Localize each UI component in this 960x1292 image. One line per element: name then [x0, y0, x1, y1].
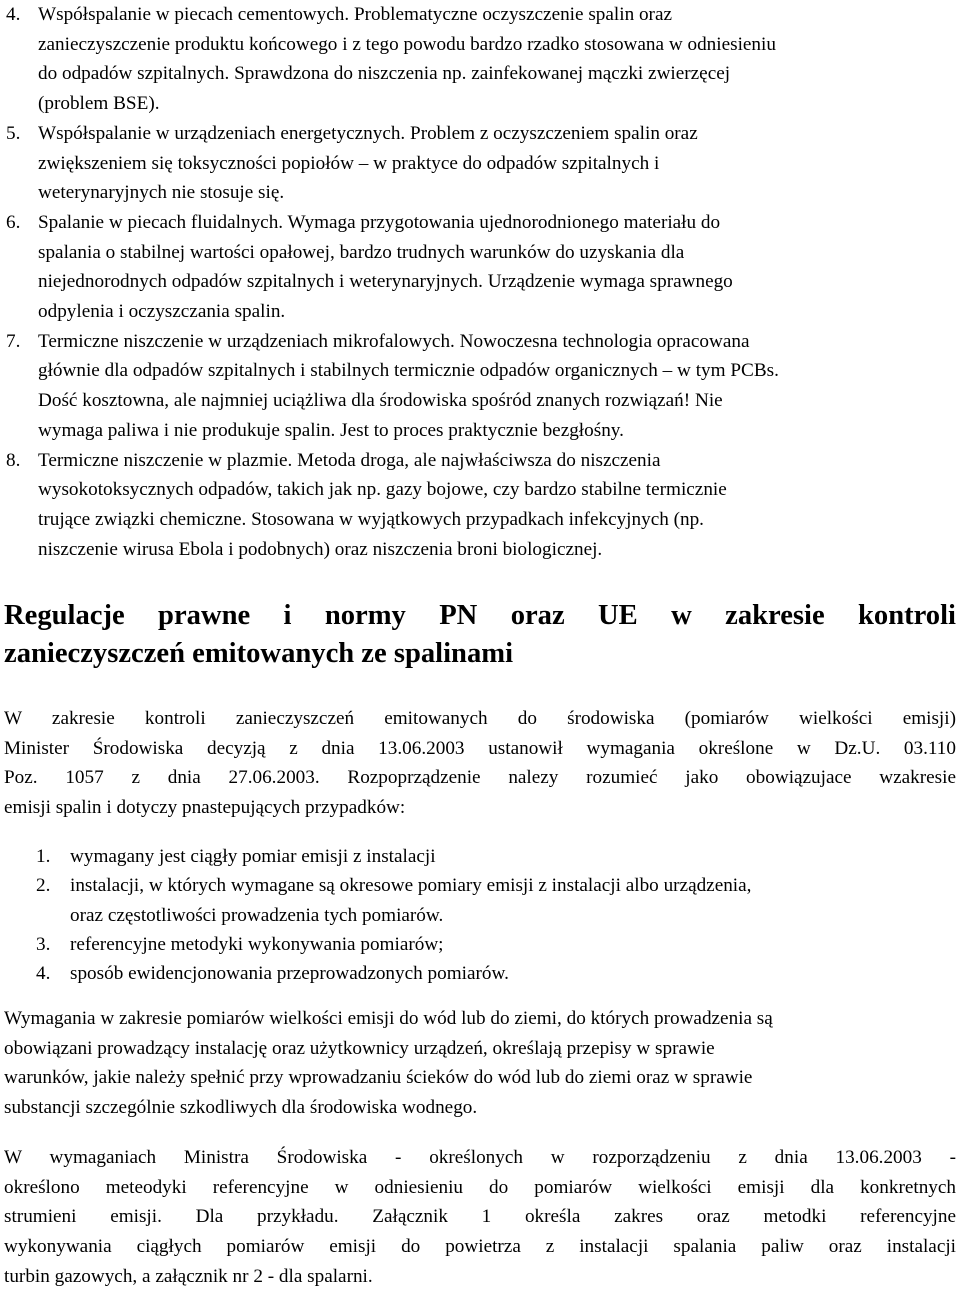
text-line: obowiązani prowadzący instalację oraz użytkownicy urządzeń, określają przepisy w sprawie: [4, 1037, 715, 1059]
list-item: [36, 871, 936, 930]
text-line: Współspalanie w urządzeniach energetycznych. Problem z oczyszczeniem spalin oraz: [38, 122, 698, 144]
text-line: emisji spalin i dotyczy pnastepujących przypadków:: [4, 797, 406, 819]
list-item-number: 4.: [36, 963, 51, 985]
list-item-text: [70, 871, 936, 930]
text-line: referencyjne metodyki wykonywania pomiarów;: [70, 933, 444, 955]
text-line: Minister Środowiska decyzją z dnia 13.06.2003 ustanowił wymagania określone w Dz.U. 03.110: [4, 737, 956, 759]
text-line: zwiększeniem się toksyczności popiołów – w praktyce do odpadów szpitalnych i: [38, 152, 660, 174]
text-line: W zakresie kontroli zanieczyszczeń emitowanych do środowiska (pomiarów wielkości emisji): [4, 708, 956, 729]
paragraph-water-soil-requirements: [4, 1004, 956, 1123]
list-item-number: 1.: [36, 846, 51, 867]
list-item: [6, 0, 954, 119]
text-line: substancji szczególnie szkodliwych dla środowiska wodnego.: [4, 1097, 478, 1119]
text-line: weterynaryjnych nie stosuje się.: [38, 182, 285, 204]
list-item-number: 7.: [6, 330, 21, 352]
list-item-number: 6.: [6, 211, 21, 233]
list-item: [36, 959, 936, 988]
text-line: zanieczyszczenie produktu końcowego i z tego powodu bardzo rzadko stosowana w odniesieniu: [38, 33, 776, 55]
incineration-methods-list: [6, 0, 954, 564]
text-line: odpylenia i oczyszczania spalin.: [38, 301, 286, 323]
list-item-number: 2.: [36, 875, 51, 897]
text-line: Współspalanie w piecach cementowych. Problematyczne oczyszczenie spalin oraz: [38, 4, 672, 25]
list-item: [6, 208, 954, 327]
text-line: niejednorodnych odpadów szpitalnych i weterynaryjnych. Urządzenie wymaga sprawnego: [38, 271, 733, 293]
list-item-number: 3.: [36, 933, 51, 955]
section-heading-line: Regulacje prawne i normy PN oraz UE w zakresie kontroli: [4, 600, 956, 631]
text-line: niszczenie wirusa Ebola i podobnych) oraz niszczenia broni biologicznej.: [38, 538, 603, 560]
list-item-text: [38, 119, 954, 208]
text-line: głównie dla odpadów szpitalnych i stabilnych termicznie odpadów organicznych – w tym PCBs.: [38, 360, 779, 382]
text-line: sposób ewidencjonowania przeprowadzonych pomiarów.: [70, 963, 509, 985]
list-item: [6, 327, 954, 446]
text-line: Spalanie w piecach fluidalnych. Wymaga przygotowania ujednorodnionego materiału do: [38, 211, 721, 233]
paragraph-regulation-intro: [4, 704, 956, 823]
list-item: [36, 842, 936, 871]
text-line: instalacji, w których wymagane są okresowe pomiary emisji z instalacji albo urządzenia,: [70, 875, 752, 897]
section-heading: [4, 597, 956, 673]
list-item-text: [38, 208, 954, 327]
list-item-text: [70, 842, 936, 871]
list-item: [36, 930, 936, 959]
section-heading-line: zanieczyszczeń emitowanych ze spalinami: [4, 638, 514, 669]
list-item-text: [38, 0, 954, 119]
text-line: Poz. 1057 z dnia 27.06.2003. Rozpoprządzenie nalezy rozumieć jako obowiązujace wzakresie: [4, 767, 956, 789]
list-item-text: [38, 327, 954, 446]
text-line: Wymagania w zakresie pomiarów wielkości emisji do wód lub do ziemi, do których prowadzenia są: [4, 1008, 773, 1029]
text-line: wykonywania ciągłych pomiarów emisji do powietrza z instalacji spalania paliw oraz instalacji: [4, 1236, 956, 1258]
text-line: wymaga paliwa i nie produkuje spalin. Jest to proces praktycznie bezgłośny.: [38, 419, 624, 441]
text-line: Dość kosztowna, ale najmniej uciążliwa dla środowiska spośród znanych rozwiązań! Nie: [38, 390, 723, 412]
text-line: turbin gazowych, a załącznik nr 2 - dla spalarni.: [4, 1265, 373, 1287]
text-line: trujące związki chemiczne. Stosowana w wyjątkowych przypadkach infekcyjnych (np.: [38, 508, 704, 530]
list-item: [6, 119, 954, 208]
list-item: [6, 446, 954, 565]
text-line: oraz częstotliwości prowadzenia tych pomiarów.: [70, 904, 444, 926]
text-line: warunków, jakie należy spełnić przy wprowadzaniu ścieków do wód lub do ziemi oraz w sprawie: [4, 1067, 753, 1089]
text-line: Termiczne niszczenie w urządzeniach mikrofalowych. Nowoczesna technologia opracowana: [38, 330, 750, 352]
text-line: Termiczne niszczenie w plazmie. Metoda droga, ale najwłaściwsza do niszczenia: [38, 449, 661, 471]
regulation-cases-list: [36, 842, 936, 988]
paragraph-reference-methods: [4, 1143, 956, 1292]
text-line: (problem BSE).: [38, 93, 160, 115]
text-line: do odpadów szpitalnych. Sprawdzona do niszczenia np. zainfekowanej mączki zwierzęcej: [38, 63, 731, 85]
list-item-text: [70, 959, 936, 988]
text-line: strumieni emisji. Dla przykładu. Załącznik 1 określa zakres oraz metodki referencyjne: [4, 1206, 956, 1228]
list-item-text: [38, 446, 954, 565]
list-item-number: 4.: [6, 4, 21, 25]
list-item-number: 8.: [6, 449, 21, 471]
text-line: W wymaganiach Ministra Środowiska - określonych w rozporządzeniu z dnia 13.06.2003 -: [4, 1147, 956, 1168]
list-item-text: [70, 930, 936, 959]
text-line: wymagany jest ciągły pomiar emisji z instalacji: [70, 846, 436, 867]
text-line: określono meteodyki referencyjne w odniesieniu do pomiarów wielkości emisji dla konkretnych: [4, 1176, 956, 1198]
text-line: wysokotoksycznych odpadów, takich jak np. gazy bojowe, czy bardzo stabilne termicznie: [38, 479, 727, 501]
text-line: spalania o stabilnej wartości opałowej, bardzo trudnych warunków do uzyskania dla: [38, 241, 685, 263]
list-item-number: 5.: [6, 122, 21, 144]
